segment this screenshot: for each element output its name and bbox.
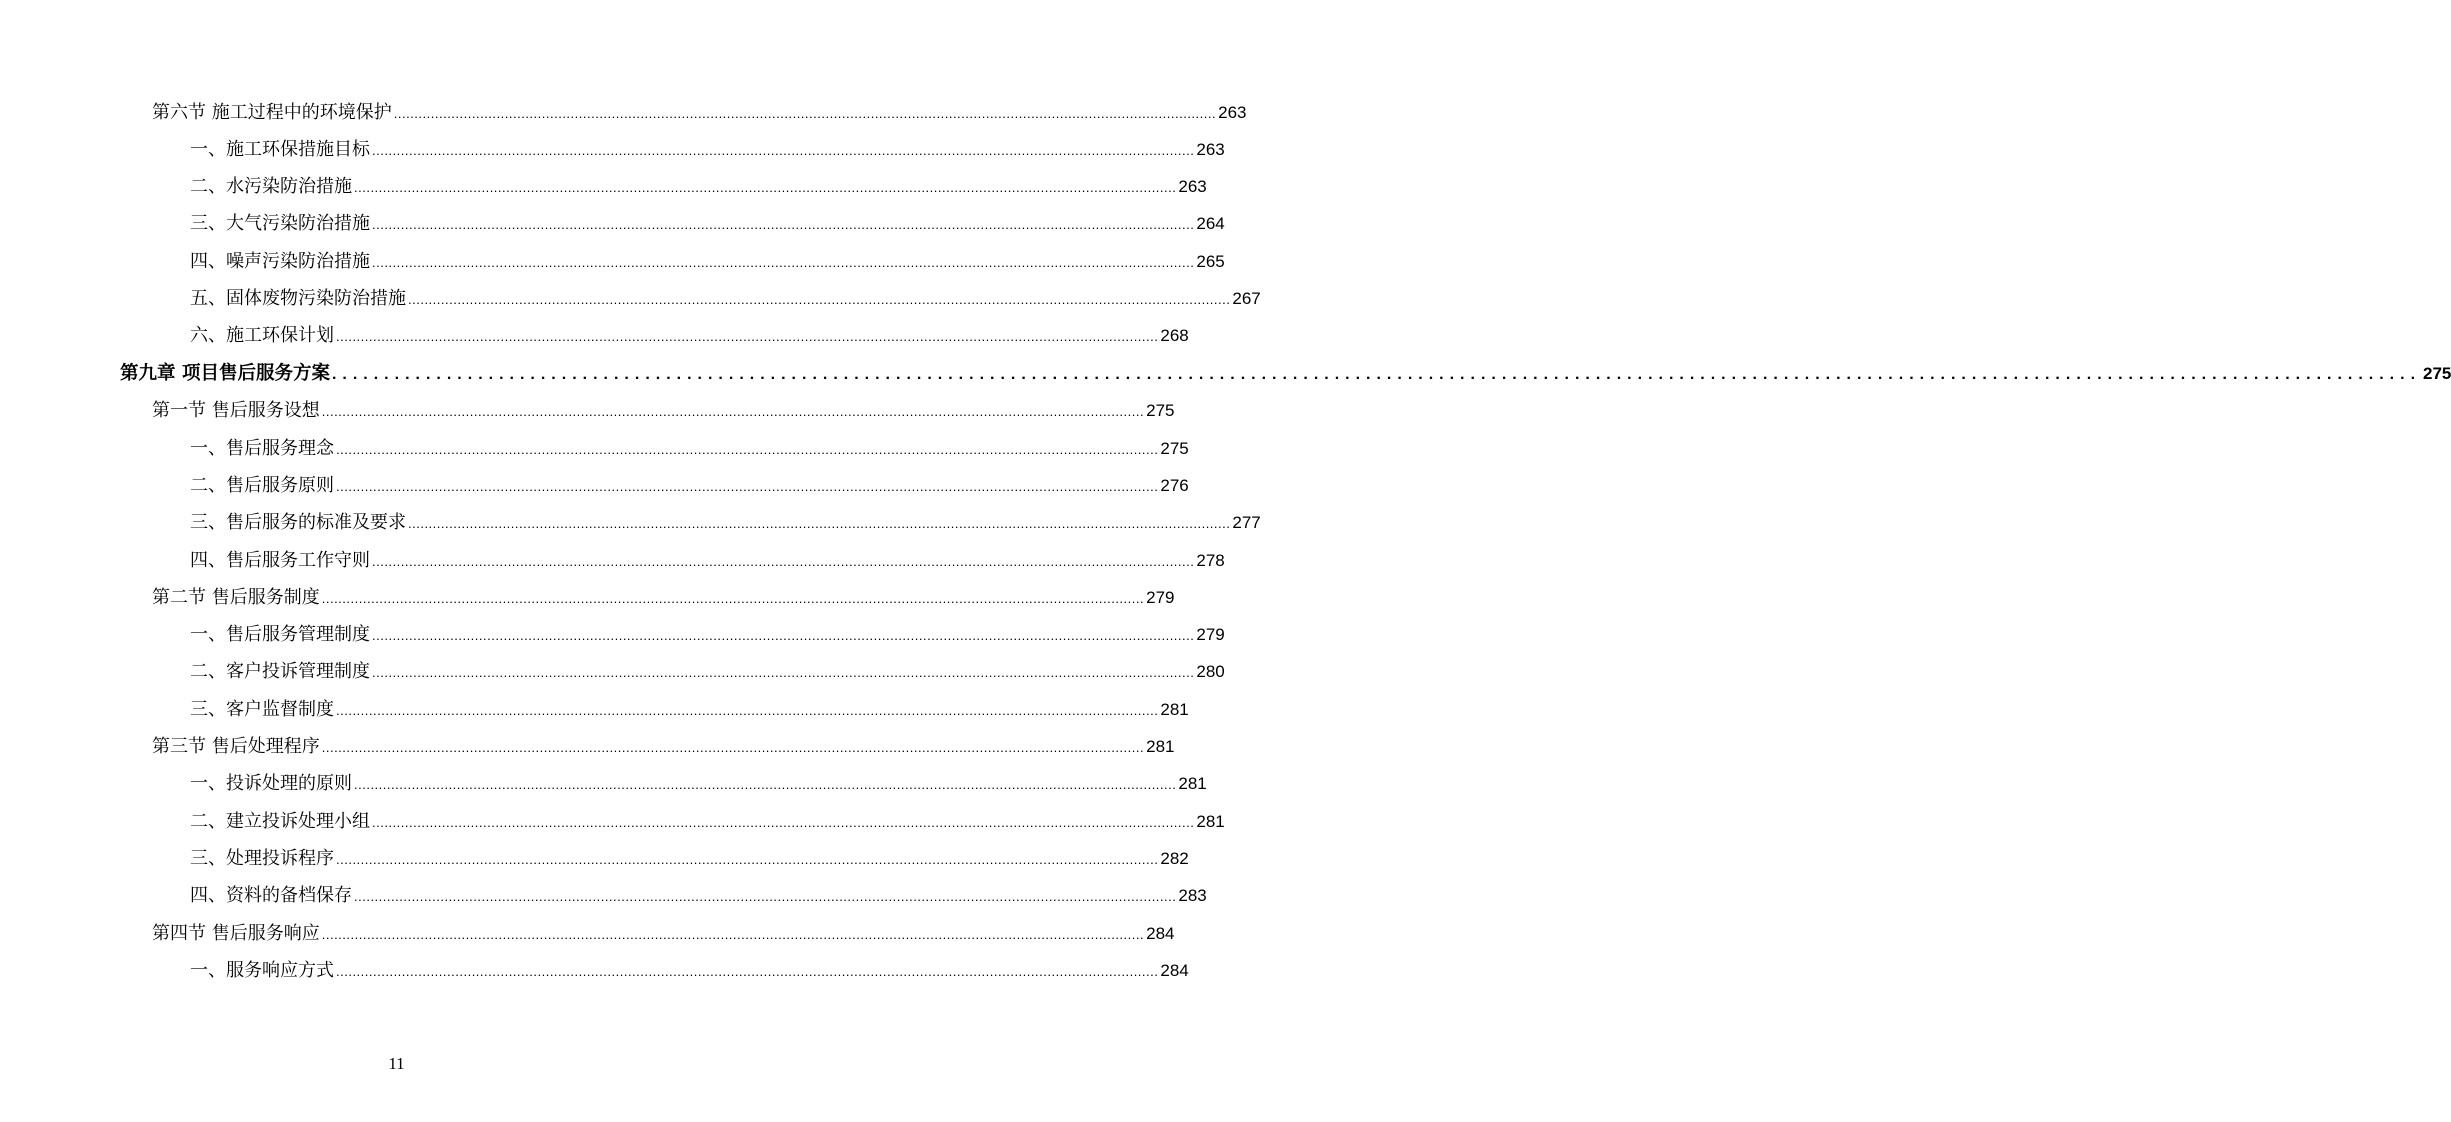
toc-entry-section[interactable] xyxy=(152,921,1175,947)
toc-entry-page: 278 xyxy=(1196,551,1225,570)
toc-dot-leader: ........................................................................................................................................................................................................ xyxy=(354,889,1177,904)
toc-dot-leader: ........................................................................................................................................................................................................ xyxy=(408,516,1231,531)
toc-entry-page: 275 xyxy=(1160,439,1189,458)
toc-entry-label: 四、售后服务工作守则 xyxy=(190,550,370,571)
toc-entry-section[interactable] xyxy=(152,398,1175,424)
toc-entry-label: 二、售后服务原则 xyxy=(190,475,334,496)
toc-entry-page: 264 xyxy=(1196,214,1225,233)
toc-dot-leader: ........................................................................................................................................................................................................ xyxy=(336,479,1159,494)
toc-dot-leader: ........................................................................................................................................................................................................ xyxy=(354,180,1177,195)
toc-dot-leader: ........................................................................................................................................................................................................ xyxy=(331,366,2422,383)
toc-entry-label: 一、服务响应方式 xyxy=(190,960,334,981)
toc-entry-item[interactable] xyxy=(190,771,1207,797)
toc-entry-page: 279 xyxy=(1146,588,1175,607)
toc-dot-leader: ........................................................................................................................................................................................................ xyxy=(372,255,1195,270)
toc-entry-page: 282 xyxy=(1160,849,1189,868)
toc-dot-leader: ........................................................................................................................................................................................................ xyxy=(354,777,1177,792)
toc-entry-page: 281 xyxy=(1196,812,1225,831)
toc-entry-label: 三、处理投诉程序 xyxy=(190,848,334,869)
toc-dot-leader: ........................................................................................................................................................................................................ xyxy=(372,665,1195,680)
toc-entry-item[interactable] xyxy=(190,697,1189,723)
toc-entry-label: 一、售后服务管理制度 xyxy=(190,624,370,645)
toc-entry-label: 第三节 售后处理程序 xyxy=(152,736,320,757)
toc-entry-section[interactable] xyxy=(152,585,1175,611)
toc-dot-leader: ........................................................................................................................................................................................................ xyxy=(336,442,1159,457)
toc-entry-label: 三、大气污染防治措施 xyxy=(190,213,370,234)
toc-entry-item[interactable] xyxy=(190,473,1189,499)
toc-dot-leader: ........................................................................................................................................................................................................ xyxy=(372,815,1195,830)
toc-dot-leader: ........................................................................................................................................................................................................ xyxy=(336,329,1159,344)
toc-entry-page: 281 xyxy=(1178,774,1207,793)
toc-dot-leader: ........................................................................................................................................................................................................ xyxy=(372,628,1195,643)
toc-dot-leader: ........................................................................................................................................................................................................ xyxy=(408,292,1231,307)
toc-entry-label: 第四节 售后服务响应 xyxy=(152,923,320,944)
toc-entry-page: 275 xyxy=(2423,364,2451,383)
toc-dot-leader: ........................................................................................................................................................................................................ xyxy=(321,404,1145,419)
toc-dot-leader: ........................................................................................................................................................................................................ xyxy=(372,143,1195,158)
toc-dot-leader: ........................................................................................................................................................................................................ xyxy=(321,591,1145,606)
toc-entry-item[interactable] xyxy=(190,622,1225,648)
toc-entry-label: 六、施工环保计划 xyxy=(190,325,334,346)
toc-dot-leader: ........................................................................................................................................................................................................ xyxy=(393,106,1217,121)
toc-entry-page: 284 xyxy=(1160,961,1189,980)
toc-entry-label: 一、施工环保措施目标 xyxy=(190,139,370,160)
toc-entry-label: 第六节 施工过程中的环境保护 xyxy=(152,102,392,123)
toc-entry-page: 281 xyxy=(1160,700,1189,719)
toc-entry-label: 四、噪声污染防治措施 xyxy=(190,251,370,272)
toc-entry-item[interactable] xyxy=(190,286,1261,312)
toc-dot-leader: ........................................................................................................................................................................................................ xyxy=(321,740,1145,755)
toc-entry-page: 265 xyxy=(1196,252,1225,271)
toc-entry-item[interactable] xyxy=(190,846,1189,872)
toc-entry-page: 279 xyxy=(1196,625,1225,644)
toc-entry-label: 二、水污染防治措施 xyxy=(190,176,352,197)
toc-entry-section[interactable] xyxy=(152,100,1247,126)
toc-dot-leader: ........................................................................................................................................................................................................ xyxy=(372,554,1195,569)
toc-entry-item[interactable] xyxy=(190,510,1261,536)
toc-entry-item[interactable] xyxy=(190,809,1225,835)
toc-entry-item[interactable] xyxy=(190,137,1225,163)
toc-entry-item[interactable] xyxy=(190,958,1189,984)
toc-entry-item[interactable] xyxy=(190,548,1225,574)
toc-entry-page: 281 xyxy=(1146,737,1175,756)
toc-dot-leader: ........................................................................................................................................................................................................ xyxy=(336,964,1159,979)
toc-entry-label: 一、投诉处理的原则 xyxy=(190,773,352,794)
toc-entry-item[interactable] xyxy=(190,249,1225,275)
toc-entry-label: 五、固体废物污染防治措施 xyxy=(190,288,406,309)
toc-entry-item[interactable] xyxy=(190,436,1189,462)
toc-entry-chapter[interactable] xyxy=(120,361,2451,387)
toc-entry-item[interactable] xyxy=(190,659,1225,685)
toc-dot-leader: ........................................................................................................................................................................................................ xyxy=(336,703,1159,718)
toc-entry-page: 263 xyxy=(1178,177,1207,196)
toc-entry-page: 275 xyxy=(1146,401,1175,420)
toc-entry-label: 三、客户监督制度 xyxy=(190,699,334,720)
toc-entry-label: 二、建立投诉处理小组 xyxy=(190,811,370,832)
toc-entry-item[interactable] xyxy=(190,211,1225,237)
toc-entry-page: 283 xyxy=(1178,886,1207,905)
page-number: 11 xyxy=(388,1054,405,1073)
toc-entry-page: 276 xyxy=(1160,476,1189,495)
toc-entry-page: 284 xyxy=(1146,924,1175,943)
toc-entry-section[interactable] xyxy=(152,734,1175,760)
toc-dot-leader: ........................................................................................................................................................................................................ xyxy=(372,217,1195,232)
toc-dot-leader: ........................................................................................................................................................................................................ xyxy=(336,852,1159,867)
toc-entry-page: 263 xyxy=(1218,103,1247,122)
toc-entry-item[interactable] xyxy=(190,883,1207,909)
toc-entry-label: 第九章 项目售后服务方案 xyxy=(120,363,330,384)
toc-entry-page: 268 xyxy=(1160,326,1189,345)
toc-entry-label: 第一节 售后服务设想 xyxy=(152,400,320,421)
toc-entry-item[interactable] xyxy=(190,323,1189,349)
toc-entry-item[interactable] xyxy=(190,174,1207,200)
toc-entry-page: 267 xyxy=(1232,289,1261,308)
toc-entry-page: 277 xyxy=(1232,513,1261,532)
toc-entry-label: 第二节 售后服务制度 xyxy=(152,587,320,608)
toc-entry-label: 二、客户投诉管理制度 xyxy=(190,661,370,682)
toc-entry-label: 三、售后服务的标准及要求 xyxy=(190,512,406,533)
toc-entry-label: 一、售后服务理念 xyxy=(190,438,334,459)
toc-entry-page: 263 xyxy=(1196,140,1225,159)
toc-entry-label: 四、资料的备档保存 xyxy=(190,885,352,906)
toc-entry-page: 280 xyxy=(1196,662,1225,681)
toc-dot-leader: ........................................................................................................................................................................................................ xyxy=(321,927,1145,942)
